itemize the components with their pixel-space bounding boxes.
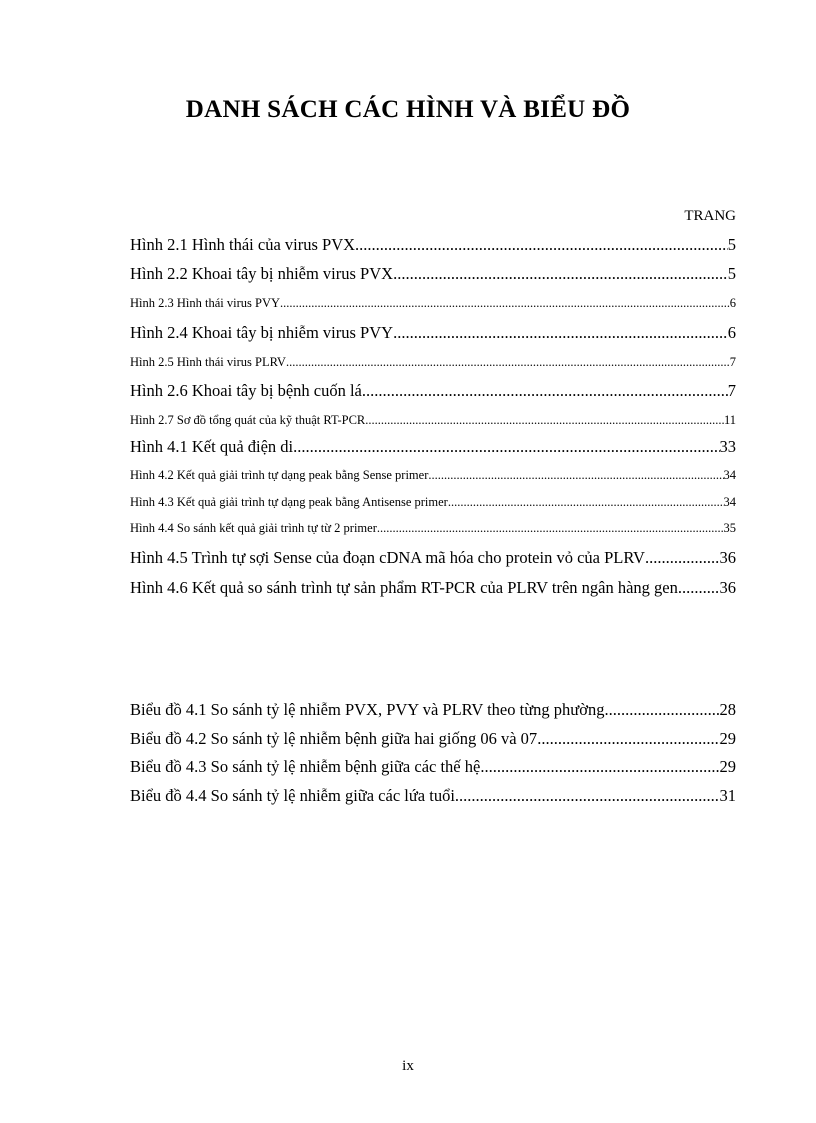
chart-entry-page: 31 (719, 786, 736, 805)
dot-leader (604, 700, 719, 720)
figure-entry[interactable] (130, 355, 736, 370)
dot-leader (365, 413, 724, 428)
dot-leader (480, 757, 719, 777)
dot-leader (537, 729, 719, 749)
dot-leader (355, 235, 728, 255)
figure-entry[interactable] (130, 578, 736, 598)
dot-leader (293, 437, 719, 457)
figure-entry-label: Hình 4.6 Kết quả so sánh trình tự sản phẩm RT-PCR của PLRV trên ngân hàng gen (130, 578, 678, 597)
dot-leader (428, 468, 723, 483)
dot-leader (377, 521, 724, 536)
chart-entry[interactable] (130, 757, 736, 777)
figure-entry[interactable] (130, 264, 736, 284)
chart-entry-page: 29 (719, 757, 736, 776)
figure-entry-label: Hình 2.7 Sơ đồ tổng quát của kỹ thuật RT-PCR (130, 413, 366, 427)
chart-entry[interactable] (130, 786, 736, 806)
figure-entry[interactable] (130, 235, 736, 255)
figure-entry[interactable] (130, 381, 736, 401)
figure-entry-page: 7 (729, 355, 736, 369)
figure-entry-label: Hình 4.2 Kết quả giải trình tự dạng peak bằng Sense primer (130, 468, 429, 482)
dot-leader (678, 578, 720, 598)
figure-entry-label: Hình 2.3 Hình thái virus PVY (130, 296, 280, 310)
figure-entry-page: 35 (723, 521, 736, 535)
figure-entry[interactable] (130, 521, 736, 536)
figure-entry-label: Hình 4.1 Kết quả điện di (130, 437, 294, 456)
dot-leader (393, 323, 728, 343)
figure-entry-page: 7 (727, 381, 736, 400)
chart-entry[interactable] (130, 729, 736, 749)
chart-entry-page: 29 (719, 729, 736, 748)
figure-entry-label: Hình 2.4 Khoai tây bị nhiễm virus PVY (130, 323, 394, 342)
figure-entry[interactable] (130, 413, 736, 428)
dot-leader (362, 381, 728, 401)
figure-entry-page: 6 (729, 296, 736, 310)
figure-entry-page: 36 (719, 548, 736, 567)
figure-entry-label: Hình 2.5 Hình thái virus PLRV (130, 355, 286, 369)
figure-entry-page: 6 (727, 323, 736, 342)
figure-entry-page: 34 (723, 468, 736, 482)
figure-entry-page: 36 (719, 578, 736, 597)
figure-entry-page: 5 (727, 235, 736, 254)
figure-entry[interactable] (130, 323, 736, 343)
figure-entry-page: 5 (727, 264, 736, 283)
figure-entry-page: 11 (723, 413, 736, 427)
figure-entry-label: Hình 4.5 Trình tự sợi Sense của đoạn cDNA mã hóa cho protein vỏ của PLRV (130, 548, 645, 567)
figure-entry[interactable] (130, 468, 736, 483)
dot-leader (286, 355, 730, 370)
figure-entry[interactable] (130, 296, 736, 311)
figure-entry-label: Hình 4.3 Kết quả giải trình tự dạng peak bằng Antisense primer (130, 495, 448, 509)
chart-entry-label: Biểu đồ 4.2 So sánh tỷ lệ nhiễm bệnh giữa hai giống 06 và 07 (130, 729, 538, 748)
page-title: DANH SÁCH CÁC HÌNH VÀ BIỂU ĐỒ (185, 96, 631, 123)
dot-leader (448, 495, 724, 510)
figure-entry[interactable] (130, 495, 736, 510)
figure-entry-label: Hình 4.4 So sánh kết quả giải trình tự từ 2 primer (130, 521, 377, 535)
dot-leader (393, 264, 728, 284)
figure-entry-label: Hình 2.1 Hình thái của virus PVX (130, 235, 356, 254)
figure-entry-label: Hình 2.2 Khoai tây bị nhiễm virus PVX (130, 264, 394, 283)
chart-entry[interactable] (130, 700, 736, 720)
chart-entry-page: 28 (719, 700, 736, 719)
dot-leader (645, 548, 720, 568)
figure-entry-label: Hình 2.6 Khoai tây bị bệnh cuốn lá (130, 381, 362, 400)
page-column-header: TRANG (684, 208, 736, 224)
dot-leader (280, 296, 730, 311)
figure-entry[interactable] (130, 437, 736, 457)
figure-entry-page: 34 (723, 495, 736, 509)
page-number: ix (402, 1058, 414, 1074)
chart-entry-label: Biểu đồ 4.4 So sánh tỷ lệ nhiễm giữa các lứa tuổi (130, 786, 455, 805)
chart-entry-label: Biểu đồ 4.1 So sánh tỷ lệ nhiễm PVX, PVY và PLRV theo từng phường (130, 700, 605, 719)
figure-entry[interactable] (130, 548, 736, 568)
dot-leader (455, 786, 720, 806)
chart-entry-label: Biểu đồ 4.3 So sánh tỷ lệ nhiễm bệnh giữa các thế hệ (130, 757, 481, 776)
figure-entry-page: 33 (719, 437, 736, 456)
